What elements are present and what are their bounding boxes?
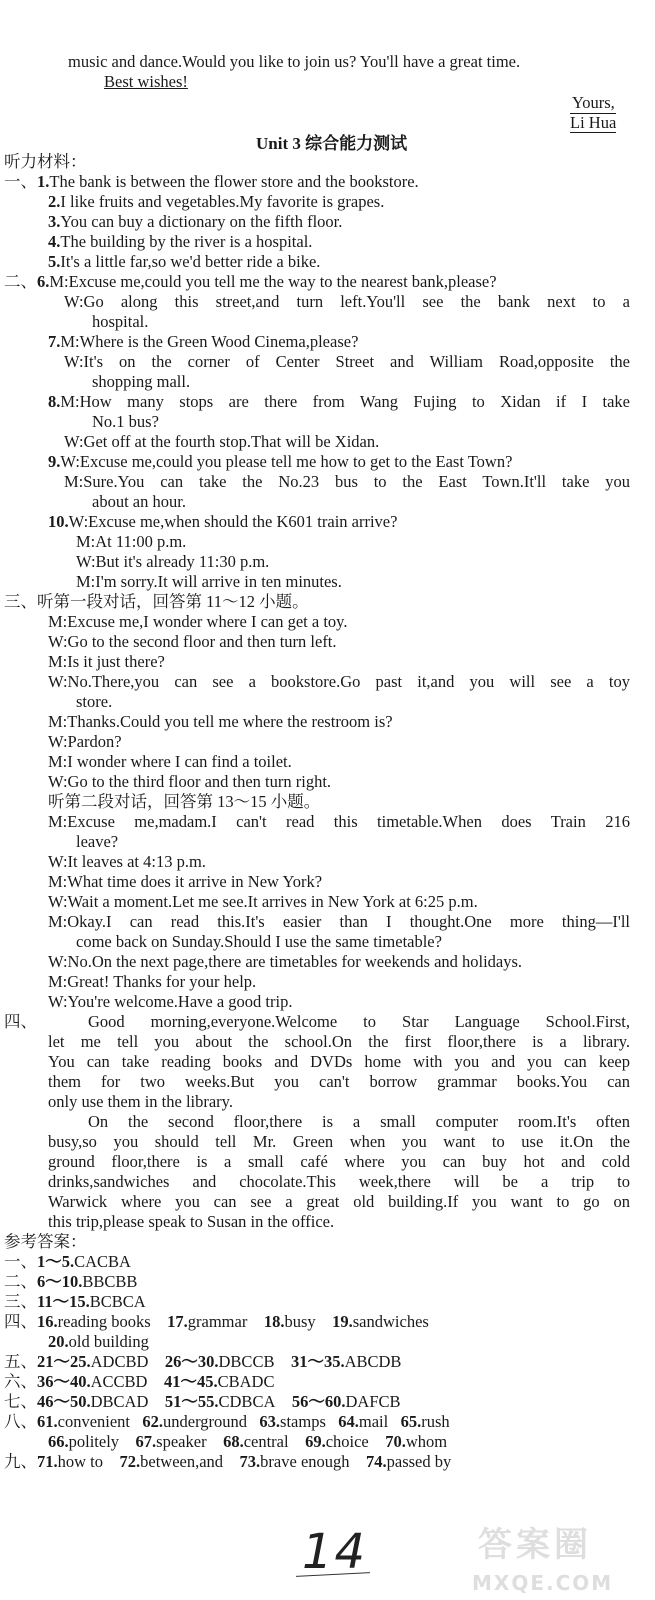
dialogue-line: W:Pardon? [48, 732, 122, 751]
dialogue-line: M:What time does it arrive in New York? [48, 872, 323, 891]
part3-intro2: 听第二段对话，回答第 13～15 小题。 [48, 792, 321, 811]
dialogue-line: M:Thanks.Could you tell me where the restroom is? [48, 712, 393, 731]
dialogue-line-cont: come back on Sunday.Should I use the same timetable? [76, 932, 442, 951]
watermark [470, 1525, 650, 1595]
dialogue-line-cont: store. [76, 692, 113, 711]
part2-q9-m: M:Sure.You can take the No.23 bus to the East Town.It'll take you [64, 472, 630, 491]
passage-line: Warwick where you can see a great old building.If you want to go on [48, 1192, 630, 1211]
passage-line: let me tell you about the school.On the first floor,there is a library. [48, 1032, 630, 1051]
page-number: 14 [302, 1524, 368, 1580]
answer-row: 六、36～40.ACCBD 41～45.CBADC [4, 1372, 275, 1391]
dialogue-line: W:Go to the second floor and then turn left. [48, 632, 337, 651]
dialogue-line: W:You're welcome.Have a good trip. [48, 992, 293, 1011]
part2-q7-w-cont: shopping mall. [92, 372, 191, 391]
dialogue-line: M:I wonder where I can find a toilet. [48, 752, 292, 771]
passage-line: On the second floor,there is a small computer room.It's often [88, 1112, 630, 1131]
passage-line: ground floor,there is a small café where you can buy hot and cold [48, 1152, 630, 1171]
part2-q10-w2: W:But it's already 11:30 p.m. [76, 552, 270, 571]
letter-closing: Best wishes! [104, 72, 188, 91]
dialogue-line: M:Excuse me,I wonder where I can get a toy. [48, 612, 348, 631]
dialogue-line: M:Great! Thanks for your help. [48, 972, 257, 991]
part2-q10-m: M:At 11:00 p.m. [76, 532, 187, 551]
watermark-en: MXQE.COM [472, 1571, 614, 1595]
answer-row: 20.old building [48, 1332, 149, 1351]
passage-line: busy,so you should tell Mr. Green when you want to use it.On the [48, 1132, 630, 1151]
dialogue-line: W:Go to the third floor and then turn right. [48, 772, 332, 791]
answer-row: 四、16.reading books 17.grammar 18.busy 19.sandwiches [4, 1312, 429, 1331]
part2-q8-m-cont: No.1 bus? [92, 412, 159, 431]
dialogue-line: W:It leaves at 4:13 p.m. [48, 852, 206, 871]
part2-q10-w: 10.W:Excuse me,when should the K601 train arrive? [48, 512, 398, 531]
part1-item: 3.You can buy a dictionary on the fifth floor. [48, 212, 343, 231]
part2-q7-w: W:It's on the corner of Center Street and William Road,opposite the [64, 352, 630, 371]
part1-item: 2.I like fruits and vegetables.My favorite is grapes. [48, 192, 385, 211]
dialogue-line: W:No.On the next page,there are timetables for weekends and holidays. [48, 952, 523, 971]
part1-item: 4.The building by the river is a hospital. [48, 232, 313, 251]
answer-row: 三、11～15.BCBCA [4, 1292, 146, 1311]
part2-q9-m-cont: about an hour. [92, 492, 186, 511]
answer-row: 九、71.how to 72.between,and 73.brave enough 74.passed by [4, 1452, 452, 1471]
letter-signature: Li Hua [570, 113, 617, 132]
listening-header: 听力材料： [4, 152, 87, 171]
dialogue-line-cont: leave? [76, 832, 119, 851]
part4-label: 四、 [4, 1012, 37, 1031]
passage-line: drinks,sandwiches and chocolate.This week,there will be a trip to [48, 1172, 630, 1191]
part2-q6-w: W:Go along this street,and turn left.You'll see the bank next to a [64, 292, 630, 311]
part2-q8-w: W:Get off at the fourth stop.That will be Xidan. [64, 432, 380, 451]
answer-row: 七、46～50.DBCAD 51～55.CDBCA 56～60.DAFCB [4, 1392, 401, 1411]
dialogue-line: M:Okay.I can read this.It's easier than I thought.One more thing—I'll [48, 912, 630, 931]
passage-line: Good morning,everyone.Welcome to Star Language School.First, [88, 1012, 630, 1031]
answer-row: 66.politely 67.speaker 68.central 69.choice 70.whom [48, 1432, 448, 1451]
part2-q10-m2: M:I'm sorry.It will arrive in ten minutes. [76, 572, 342, 591]
answer-row: 八、61.convenient 62.underground 63.stamps 64.mail 65.rush [4, 1412, 450, 1431]
part1-item: 一、1.The bank is between the flower store and the bookstore. [4, 172, 419, 191]
passage-line: You can take reading books and DVDs home with you and you can keep [48, 1052, 630, 1071]
dialogue-line: W:No.There,you can see a bookstore.Go past it,and you will see a toy [48, 672, 630, 691]
part2-q6-w-cont: hospital. [92, 312, 149, 331]
part2-q8-m: 8.M:How many stops are there from Wang Fujing to Xidan if I take [48, 392, 630, 411]
part2-q9-w: 9.W:Excuse me,could you please tell me how to get to the East Town? [48, 452, 513, 471]
passage-line: them for two weeks.But you can't borrow grammar books.You can [48, 1072, 630, 1091]
answer-row: 一、1～5.CACBA [4, 1252, 131, 1271]
answer-row: 二、6～10.BBCBB [4, 1272, 138, 1291]
part2-q6-m: 二、6.M:Excuse me,could you tell me the way to the nearest bank,please? [4, 272, 497, 291]
part3-intro1: 三、听第一段对话，回答第 11～12 小题。 [4, 592, 309, 611]
watermark-cn: 答案圈 [478, 1525, 592, 1565]
passage-line: only use them in the library. [48, 1092, 233, 1111]
part2-q7-m: 7.M:Where is the Green Wood Cinema,please? [48, 332, 359, 351]
dialogue-line: M:Is it just there? [48, 652, 165, 671]
answers-header: 参考答案： [4, 1232, 87, 1251]
passage-line: this trip,please speak to Susan in the office. [48, 1212, 335, 1231]
dialogue-line: M:Excuse me,madam.I can't read this timetable.When does Train 216 [48, 812, 630, 831]
letter-line: music and dance.Would you like to join us? You'll have a great time. [68, 52, 521, 71]
dialogue-line: W:Wait a moment.Let me see.It arrives in New York at 6:25 p.m. [48, 892, 478, 911]
letter-yours: Yours, [572, 93, 615, 112]
unit-title: Unit 3 综合能力测试 [256, 134, 408, 153]
part1-item: 5.It's a little far,so we'd better ride a bike. [48, 252, 321, 271]
answer-row: 五、21～25.ADCBD 26～30.DBCCB 31～35.ABCDB [4, 1352, 402, 1371]
